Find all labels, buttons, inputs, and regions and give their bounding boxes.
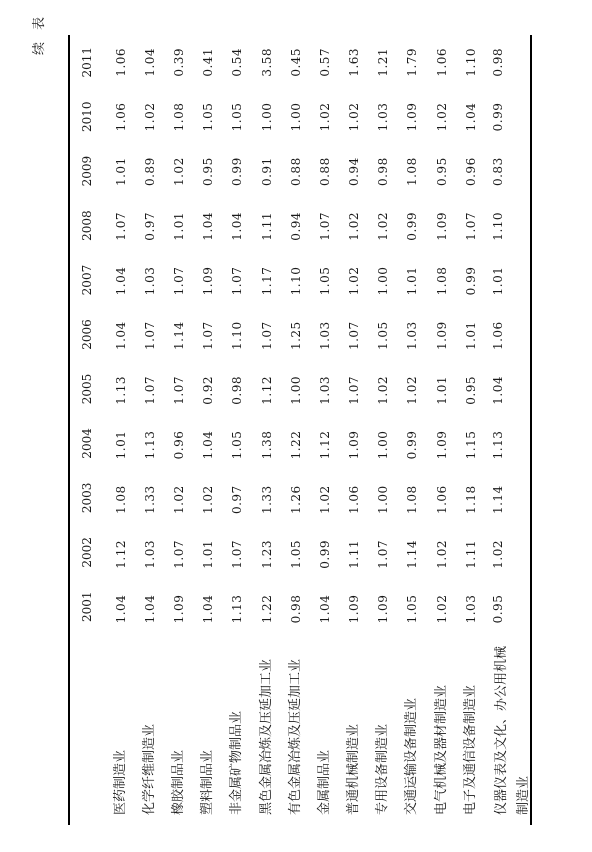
value-cell: 1.04: [113, 266, 128, 296]
year-header-2002: 2002: [80, 537, 94, 568]
value-cell: 1.02: [347, 102, 362, 132]
value-cell: 0.98: [230, 375, 245, 405]
value-cell: 0.99: [491, 102, 506, 132]
year-header-2007: 2007: [80, 264, 94, 296]
value-cell: 1.33: [259, 485, 274, 515]
industry-label: 金属制品业: [316, 749, 332, 815]
continued-label: 续表: [32, 5, 47, 56]
value-cell: 1.03: [317, 375, 332, 405]
table-row: [252, 35, 281, 825]
value-cell: 1.06: [434, 47, 449, 77]
value-cell: 1.00: [376, 485, 391, 515]
value-cell: 1.12: [317, 430, 332, 460]
value-cell: 1.07: [259, 321, 274, 351]
value-cell: 1.07: [171, 266, 186, 296]
table-row: [135, 35, 164, 825]
value-cell: 0.57: [317, 47, 332, 77]
value-cell: 1.04: [491, 375, 506, 405]
value-cell: 1.04: [317, 594, 332, 624]
value-cell: 1.09: [434, 321, 449, 351]
table-row: [398, 35, 427, 825]
value-cell: 0.54: [230, 47, 245, 77]
value-cell: 1.06: [347, 485, 362, 515]
value-cell: 1.07: [230, 540, 245, 569]
year-header-2010: 2010: [80, 101, 94, 132]
value-cell: 1.08: [405, 485, 420, 515]
value-cell: 1.02: [201, 485, 216, 515]
bottom-rule: [530, 35, 532, 825]
value-cell: 1.00: [288, 102, 303, 132]
value-cell: 1.14: [405, 540, 420, 569]
value-cell: 1.09: [405, 102, 420, 132]
value-cell: 1.10: [288, 266, 303, 296]
industry-label: 专用设备制造业: [375, 723, 391, 815]
value-cell: 3.58: [259, 47, 274, 77]
value-cell: 1.14: [171, 321, 186, 351]
value-cell: 1.09: [434, 211, 449, 241]
value-cell: 0.94: [347, 157, 362, 187]
year-header-row: [68, 35, 106, 634]
value-cell: 1.33: [142, 485, 157, 515]
table-body: [106, 35, 532, 825]
value-cell: 1.06: [113, 47, 128, 77]
value-cell: 1.07: [317, 211, 332, 241]
value-cell: 1.03: [405, 321, 420, 351]
value-cell: 1.12: [113, 540, 128, 569]
value-cell: 1.01: [201, 540, 216, 569]
value-cell: 1.14: [491, 485, 506, 515]
year-header-2011: 2011: [80, 46, 94, 78]
table-row: [369, 35, 398, 825]
value-cell: 1.05: [405, 594, 420, 624]
value-cell: 0.96: [171, 430, 186, 460]
value-cell: 1.02: [347, 211, 362, 241]
value-cell: 1.63: [347, 47, 362, 77]
industry-label: 非金属矿物制品业: [229, 710, 245, 815]
value-cell: 1.07: [201, 321, 216, 351]
year-header-2004: 2004: [80, 428, 94, 459]
year-header-2008: 2008: [80, 210, 94, 241]
value-cell: 1.02: [376, 211, 391, 241]
value-cell: 1.07: [230, 266, 245, 296]
industry-label: 交通运输设备制造业: [404, 697, 420, 815]
value-cell: 0.95: [434, 157, 449, 187]
table-row: [194, 35, 223, 825]
value-cell: 1.04: [201, 211, 216, 241]
industry-label: 化学纤维制造业: [141, 723, 157, 815]
value-cell: 1.07: [113, 211, 128, 241]
value-cell: 0.95: [201, 157, 216, 187]
value-cell: 0.97: [230, 485, 245, 515]
value-cell: 1.18: [463, 485, 478, 515]
value-cell: 0.99: [317, 540, 332, 569]
value-cell: 1.23: [259, 540, 274, 569]
value-cell: 0.99: [230, 157, 245, 187]
value-cell: 0.98: [491, 47, 506, 77]
value-cell: 1.07: [347, 375, 362, 405]
value-cell: 1.00: [376, 266, 391, 296]
value-cell: 1.07: [171, 540, 186, 569]
industry-label: 普通机械制造业: [346, 723, 362, 815]
value-cell: 1.10: [491, 211, 506, 241]
table-row: [281, 35, 310, 825]
value-cell: 1.05: [376, 321, 391, 351]
industry-label: 橡胶制品业: [170, 749, 186, 815]
table-row: [485, 35, 532, 825]
value-cell: 1.06: [113, 102, 128, 132]
value-cell: 1.09: [347, 430, 362, 460]
year-header-2005: 2005: [80, 373, 94, 405]
value-cell: 1.01: [463, 321, 478, 351]
table-row: [106, 35, 135, 825]
year-header-2003: 2003: [80, 482, 94, 514]
value-cell: 1.05: [230, 102, 245, 132]
value-cell: 1.07: [171, 375, 186, 405]
value-cell: 1.04: [201, 594, 216, 624]
industry-label: 医药制造业: [112, 749, 128, 815]
value-cell: 0.98: [288, 594, 303, 624]
value-cell: 0.41: [201, 47, 216, 77]
value-cell: 1.02: [317, 102, 332, 132]
value-cell: 1.02: [434, 102, 449, 132]
value-cell: 0.83: [491, 157, 506, 187]
value-cell: 1.03: [142, 266, 157, 296]
value-cell: 1.05: [230, 430, 245, 460]
value-cell: 1.05: [201, 102, 216, 132]
value-cell: 1.04: [142, 47, 157, 77]
value-cell: 1.11: [347, 540, 362, 569]
value-cell: 1.08: [405, 157, 420, 187]
year-header-2006: 2006: [80, 319, 94, 350]
value-cell: 1.22: [288, 430, 303, 460]
value-cell: 1.07: [347, 321, 362, 351]
table-row: [164, 35, 193, 825]
industry-label: 仪器仪表及文化、办公用机械制造业: [494, 645, 532, 815]
value-cell: 1.01: [113, 157, 128, 187]
value-cell: 1.09: [434, 430, 449, 460]
value-cell: 0.89: [142, 157, 157, 187]
value-cell: 1.01: [405, 266, 420, 296]
value-cell: 1.10: [463, 47, 478, 77]
value-cell: 0.96: [463, 157, 478, 187]
table-row: [340, 35, 369, 825]
value-cell: 1.00: [288, 375, 303, 405]
table-row: [310, 35, 339, 825]
value-cell: 1.03: [142, 540, 157, 569]
value-cell: 1.11: [259, 211, 274, 241]
value-cell: 1.06: [491, 321, 506, 351]
year-header-2001: 2001: [80, 591, 94, 623]
value-cell: 1.13: [113, 375, 128, 405]
value-cell: 0.97: [142, 211, 157, 241]
industry-label: 塑料制品业: [200, 749, 216, 815]
table-row: [427, 35, 456, 825]
value-cell: 1.07: [463, 211, 478, 241]
value-cell: 1.08: [113, 485, 128, 515]
value-cell: 1.22: [259, 594, 274, 624]
value-cell: 1.13: [230, 594, 245, 624]
value-cell: 1.02: [171, 485, 186, 515]
value-cell: 1.06: [434, 485, 449, 515]
value-cell: 1.02: [142, 102, 157, 132]
value-cell: 1.04: [201, 430, 216, 460]
value-cell: 1.13: [491, 430, 506, 460]
value-cell: 1.09: [376, 594, 391, 624]
value-cell: 0.99: [463, 266, 478, 296]
value-cell: 1.09: [347, 594, 362, 624]
value-cell: 0.39: [171, 47, 186, 77]
value-cell: 1.07: [142, 375, 157, 405]
industry-label: 电子及通信设备制造业: [462, 684, 478, 815]
value-cell: 1.04: [230, 211, 245, 241]
value-cell: 1.04: [113, 321, 128, 351]
value-cell: 1.03: [317, 321, 332, 351]
value-cell: 0.91: [259, 157, 274, 187]
value-cell: 0.98: [376, 157, 391, 187]
value-cell: 1.00: [259, 102, 274, 132]
value-cell: 1.07: [142, 321, 157, 351]
value-cell: 1.03: [376, 102, 391, 132]
industry-label: 黑色金属冶炼及压延加工业: [258, 658, 274, 815]
industry-label: 有色金属冶炼及压延加工业: [287, 658, 303, 815]
value-cell: 1.13: [142, 430, 157, 460]
value-cell: 1.21: [376, 47, 391, 77]
value-cell: 1.02: [434, 540, 449, 569]
value-cell: 1.01: [491, 266, 506, 296]
value-cell: 1.10: [230, 321, 245, 351]
value-cell: 1.01: [434, 375, 449, 405]
value-cell: 1.04: [142, 594, 157, 624]
value-cell: 1.17: [259, 266, 274, 296]
value-cell: 1.12: [259, 375, 274, 405]
value-cell: 1.15: [463, 430, 478, 460]
value-cell: 0.95: [463, 375, 478, 405]
value-cell: 1.09: [171, 594, 186, 624]
value-cell: 1.02: [434, 594, 449, 624]
value-cell: 1.08: [434, 266, 449, 296]
table-row: [223, 35, 252, 825]
table-row: [456, 35, 485, 825]
value-cell: 1.02: [317, 485, 332, 515]
value-cell: 1.25: [288, 321, 303, 351]
year-header-2009: 2009: [80, 155, 94, 187]
value-cell: 1.08: [171, 102, 186, 132]
value-cell: 1.02: [376, 375, 391, 405]
value-cell: 0.99: [405, 211, 420, 241]
value-cell: 1.02: [171, 157, 186, 187]
value-cell: 1.38: [259, 430, 274, 460]
value-cell: 1.02: [347, 266, 362, 296]
value-cell: 1.09: [201, 266, 216, 296]
value-cell: 0.99: [405, 430, 420, 460]
value-cell: 1.03: [463, 594, 478, 624]
value-cell: 1.04: [463, 102, 478, 132]
value-cell: 1.05: [288, 540, 303, 569]
value-cell: 1.02: [405, 375, 420, 405]
value-cell: 1.00: [376, 430, 391, 460]
value-cell: 1.04: [113, 594, 128, 624]
value-cell: 1.26: [288, 485, 303, 515]
value-cell: 1.07: [376, 540, 391, 569]
value-cell: 0.88: [317, 157, 332, 187]
value-cell: 1.11: [463, 540, 478, 569]
value-cell: 0.45: [288, 47, 303, 77]
value-cell: 1.01: [113, 430, 128, 460]
value-cell: 0.95: [491, 594, 506, 624]
value-cell: 1.01: [171, 211, 186, 241]
value-cell: 0.88: [288, 157, 303, 187]
industry-label: 电气机械及器材制造业: [433, 684, 449, 815]
value-cell: 0.92: [201, 375, 216, 405]
value-cell: 0.94: [288, 211, 303, 241]
value-cell: 1.05: [317, 266, 332, 296]
value-cell: 1.02: [491, 540, 506, 569]
value-cell: 1.79: [405, 47, 420, 77]
